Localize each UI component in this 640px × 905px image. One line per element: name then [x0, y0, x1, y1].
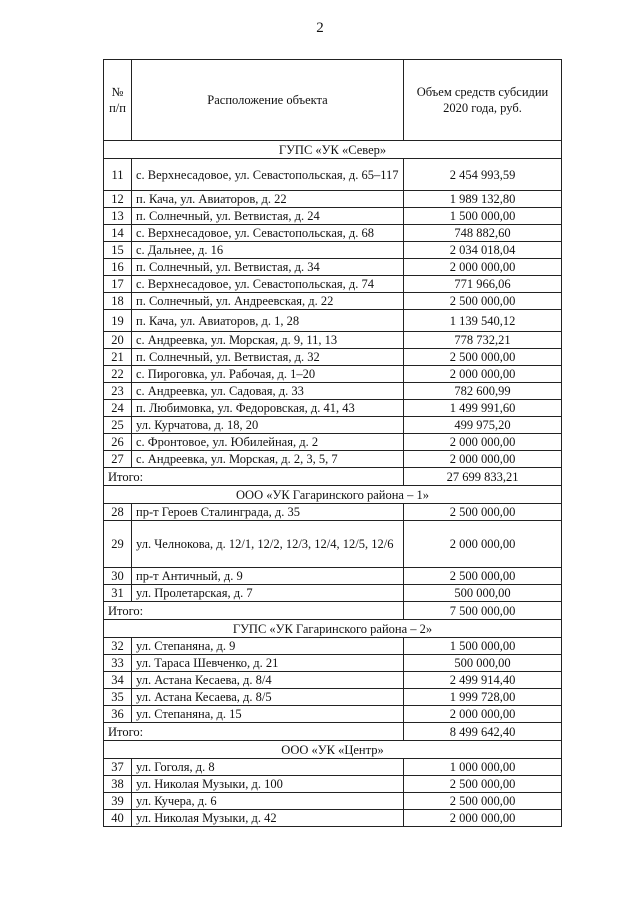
row-amount: 2 500 000,00 [404, 793, 562, 810]
row-number: 12 [104, 191, 132, 208]
row-amount: 500 000,00 [404, 655, 562, 672]
table-row [104, 332, 562, 349]
section-title: ГУПС «УК «Север» [104, 141, 562, 159]
row-location: с. Верхнесадовое, ул. Севастопольская, д. 65–117 [132, 159, 404, 191]
row-amount: 1 139 540,12 [404, 310, 562, 332]
row-number: 28 [104, 504, 132, 521]
row-number: 33 [104, 655, 132, 672]
table-row [104, 434, 562, 451]
row-amount: 2 000 000,00 [404, 810, 562, 827]
section-title: ООО «УК Гагаринского района – 1» [104, 486, 562, 504]
row-amount: 1 999 728,00 [404, 689, 562, 706]
row-amount: 2 500 000,00 [404, 568, 562, 585]
row-amount: 1 989 132,80 [404, 191, 562, 208]
table-row [104, 638, 562, 655]
table-row [104, 242, 562, 259]
row-location: ул. Николая Музыки, д. 42 [132, 810, 404, 827]
row-number: 32 [104, 638, 132, 655]
row-number: 11 [104, 159, 132, 191]
table-row [104, 191, 562, 208]
row-amount: 2 000 000,00 [404, 521, 562, 568]
row-number: 34 [104, 672, 132, 689]
table-row [104, 259, 562, 276]
header-amount: Объем средств субсидии 2020 года, руб. [404, 60, 562, 141]
row-location: ул. Гоголя, д. 8 [132, 759, 404, 776]
row-location: ул. Степаняна, д. 15 [132, 706, 404, 723]
row-amount: 1 000 000,00 [404, 759, 562, 776]
section-title-row [104, 141, 562, 159]
row-location: с. Пироговка, ул. Рабочая, д. 1–20 [132, 366, 404, 383]
subsidy-table [103, 59, 562, 827]
row-amount: 2 500 000,00 [404, 504, 562, 521]
row-location: ул. Кучера, д. 6 [132, 793, 404, 810]
table-row [104, 366, 562, 383]
row-location: ул. Астана Кесаева, д. 8/5 [132, 689, 404, 706]
table-row [104, 349, 562, 366]
section-title: ООО «УК «Центр» [104, 741, 562, 759]
row-location: ул. Курчатова, д. 18, 20 [132, 417, 404, 434]
total-amount: 27 699 833,21 [404, 468, 562, 486]
row-amount: 2 034 018,04 [404, 242, 562, 259]
table-row [104, 810, 562, 827]
table-body [104, 141, 562, 827]
row-number: 27 [104, 451, 132, 468]
row-number: 23 [104, 383, 132, 400]
row-amount: 2 454 993,59 [404, 159, 562, 191]
row-number: 21 [104, 349, 132, 366]
total-amount: 7 500 000,00 [404, 602, 562, 620]
row-location: п. Кача, ул. Авиаторов, д. 1, 28 [132, 310, 404, 332]
table-row [104, 208, 562, 225]
row-amount: 2 000 000,00 [404, 451, 562, 468]
row-amount: 2 000 000,00 [404, 259, 562, 276]
row-location: ул. Челнокова, д. 12/1, 12/2, 12/3, 12/4, 12/5, 12/6 [132, 521, 404, 568]
row-location: п. Кача, ул. Авиаторов, д. 22 [132, 191, 404, 208]
row-amount: 499 975,20 [404, 417, 562, 434]
row-amount: 1 500 000,00 [404, 208, 562, 225]
row-amount: 771 966,06 [404, 276, 562, 293]
row-location: пр-т Античный, д. 9 [132, 568, 404, 585]
row-location: п. Солнечный, ул. Ветвистая, д. 32 [132, 349, 404, 366]
row-amount: 1 499 991,60 [404, 400, 562, 417]
row-location: ул. Астана Кесаева, д. 8/4 [132, 672, 404, 689]
row-location: с. Верхнесадовое, ул. Севастопольская, д. 74 [132, 276, 404, 293]
row-location: с. Андреевка, ул. Морская, д. 2, 3, 5, 7 [132, 451, 404, 468]
row-location: с. Дальнее, д. 16 [132, 242, 404, 259]
row-amount: 2 499 914,40 [404, 672, 562, 689]
row-number: 19 [104, 310, 132, 332]
table-row [104, 417, 562, 434]
row-location: ул. Тараса Шевченко, д. 21 [132, 655, 404, 672]
row-number: 16 [104, 259, 132, 276]
row-number: 13 [104, 208, 132, 225]
section-title-row [104, 741, 562, 759]
row-number: 29 [104, 521, 132, 568]
row-number: 39 [104, 793, 132, 810]
table-row [104, 310, 562, 332]
total-row [104, 723, 562, 741]
header-location: Расположение объекта [132, 60, 404, 141]
row-location: п. Солнечный, ул. Ветвистая, д. 24 [132, 208, 404, 225]
row-number: 18 [104, 293, 132, 310]
row-number: 31 [104, 585, 132, 602]
table-row [104, 293, 562, 310]
header-number: № п/п [104, 60, 132, 141]
row-location: ул. Николая Музыки, д. 100 [132, 776, 404, 793]
section-title-row [104, 486, 562, 504]
row-location: с. Андреевка, ул. Морская, д. 9, 11, 13 [132, 332, 404, 349]
table-row [104, 706, 562, 723]
table-row [104, 585, 562, 602]
row-location: пр-т Героев Сталинграда, д. 35 [132, 504, 404, 521]
section-title-row [104, 620, 562, 638]
total-row [104, 602, 562, 620]
row-number: 26 [104, 434, 132, 451]
table-row [104, 689, 562, 706]
row-amount: 778 732,21 [404, 332, 562, 349]
table-row [104, 793, 562, 810]
row-number: 37 [104, 759, 132, 776]
row-location: с. Фронтовое, ул. Юбилейная, д. 2 [132, 434, 404, 451]
row-number: 17 [104, 276, 132, 293]
row-amount: 1 500 000,00 [404, 638, 562, 655]
row-amount: 782 600,99 [404, 383, 562, 400]
table-row [104, 225, 562, 242]
row-number: 20 [104, 332, 132, 349]
row-amount: 2 000 000,00 [404, 434, 562, 451]
table-header-row [104, 60, 562, 141]
table-row [104, 672, 562, 689]
row-location: п. Солнечный, ул. Андреевская, д. 22 [132, 293, 404, 310]
row-number: 14 [104, 225, 132, 242]
row-amount: 500 000,00 [404, 585, 562, 602]
table-row [104, 400, 562, 417]
row-location: п. Любимовка, ул. Федоровская, д. 41, 43 [132, 400, 404, 417]
total-label: Итого: [104, 468, 404, 486]
section-title: ГУПС «УК Гагаринского района – 2» [104, 620, 562, 638]
total-row [104, 468, 562, 486]
table-row [104, 521, 562, 568]
table-row [104, 504, 562, 521]
row-amount: 748 882,60 [404, 225, 562, 242]
table-row [104, 759, 562, 776]
table-row [104, 451, 562, 468]
row-number: 36 [104, 706, 132, 723]
table-row [104, 568, 562, 585]
row-amount: 2 500 000,00 [404, 776, 562, 793]
total-label: Итого: [104, 602, 404, 620]
row-number: 30 [104, 568, 132, 585]
page-number: 2 [316, 20, 324, 36]
table-row [104, 276, 562, 293]
row-amount: 2 000 000,00 [404, 706, 562, 723]
total-label: Итого: [104, 723, 404, 741]
row-number: 24 [104, 400, 132, 417]
row-location: ул. Степаняна, д. 9 [132, 638, 404, 655]
row-amount: 2 000 000,00 [404, 366, 562, 383]
table-row [104, 776, 562, 793]
row-number: 22 [104, 366, 132, 383]
table-row [104, 383, 562, 400]
row-location: п. Солнечный, ул. Ветвистая, д. 34 [132, 259, 404, 276]
total-amount: 8 499 642,40 [404, 723, 562, 741]
row-number: 40 [104, 810, 132, 827]
row-number: 35 [104, 689, 132, 706]
row-number: 38 [104, 776, 132, 793]
row-location: с. Андреевка, ул. Садовая, д. 33 [132, 383, 404, 400]
row-location: с. Верхнесадовое, ул. Севастопольская, д. 68 [132, 225, 404, 242]
table-row [104, 655, 562, 672]
row-amount: 2 500 000,00 [404, 293, 562, 310]
row-location: ул. Пролетарская, д. 7 [132, 585, 404, 602]
row-number: 15 [104, 242, 132, 259]
row-amount: 2 500 000,00 [404, 349, 562, 366]
row-number: 25 [104, 417, 132, 434]
table-row [104, 159, 562, 191]
